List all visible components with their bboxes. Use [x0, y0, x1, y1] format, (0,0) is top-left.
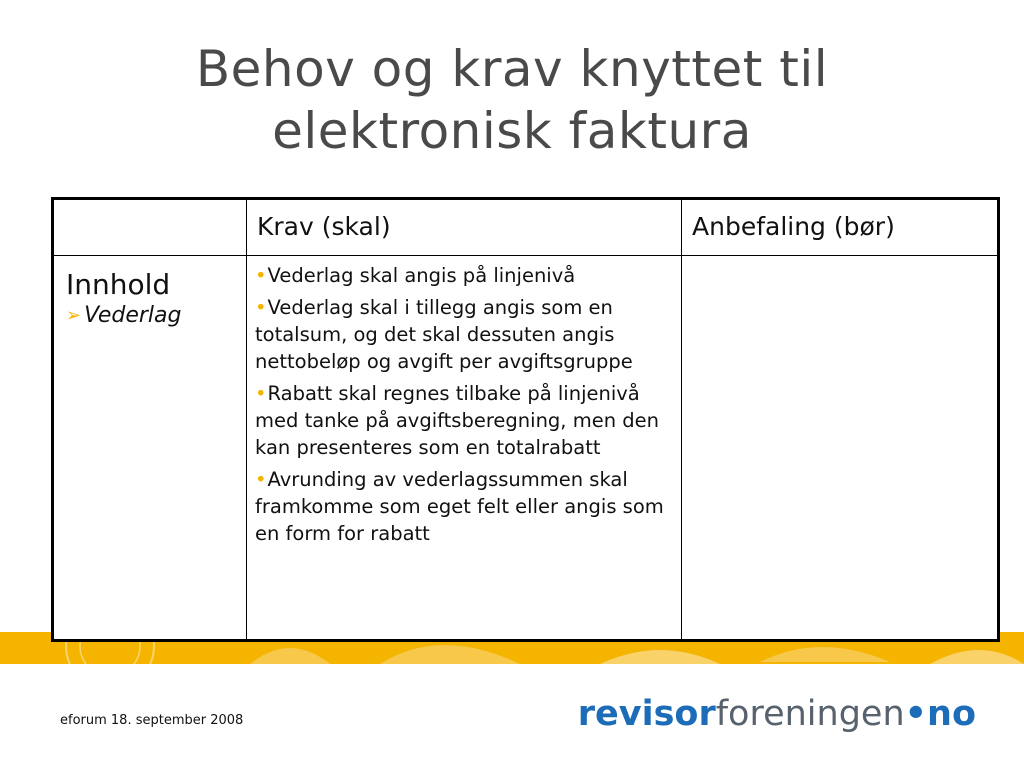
- logo-dot: •: [904, 694, 928, 734]
- list-item: [255, 294, 673, 375]
- revisorforeningen-logo: [578, 694, 976, 734]
- bullet-icon: •: [255, 264, 267, 287]
- list-item-text: Vederlag skal angis på linjenivå: [267, 264, 576, 287]
- table-header-row: [53, 199, 999, 256]
- requirements-table: [51, 197, 1000, 642]
- bullet-icon: •: [255, 296, 267, 319]
- logo-part-foreningen: foreningen: [715, 694, 905, 734]
- header-anbefaling: Anbefaling (bør): [682, 199, 999, 256]
- title-line-1: Behov og krav knyttet til: [195, 40, 829, 98]
- arrow-right-icon: ➢: [66, 305, 82, 326]
- footer-event-date: eforum 18. september 2008: [60, 713, 244, 728]
- list-item: [255, 466, 673, 547]
- list-item-text: Avrunding av vederlagssummen skal framkomme som eget felt eller angis som en form for rabatt: [255, 468, 664, 545]
- krav-cell: [247, 256, 682, 641]
- bullet-icon: •: [255, 382, 267, 405]
- slide-title: [0, 38, 1024, 162]
- list-item: [255, 262, 673, 289]
- krav-list: [255, 262, 673, 547]
- row-subheading-label: Vederlag: [84, 303, 182, 328]
- row-heading-cell: [53, 256, 247, 641]
- list-item-text: Rabatt skal regnes tilbake på linjenivå med tanke på avgiftsberegning, men den kan presenteres som en totalrabatt: [255, 382, 659, 459]
- logo-part-revisor: revisor: [577, 694, 716, 734]
- header-empty-cell: [53, 199, 247, 256]
- header-krav: Krav (skal): [247, 199, 682, 256]
- list-item-text: Vederlag skal i tillegg angis som en totalsum, og det skal dessuten angis nettobeløp og avgift per avgiftsgruppe: [255, 296, 633, 373]
- table-row: [53, 256, 999, 641]
- anbefaling-cell: [682, 256, 999, 641]
- row-subheading: [54, 301, 246, 328]
- row-heading: Innhold: [66, 268, 171, 301]
- title-line-2: elektronisk faktura: [272, 102, 752, 160]
- logo-part-no: no: [927, 694, 976, 734]
- bullet-icon: •: [255, 468, 267, 491]
- list-item: [255, 380, 673, 461]
